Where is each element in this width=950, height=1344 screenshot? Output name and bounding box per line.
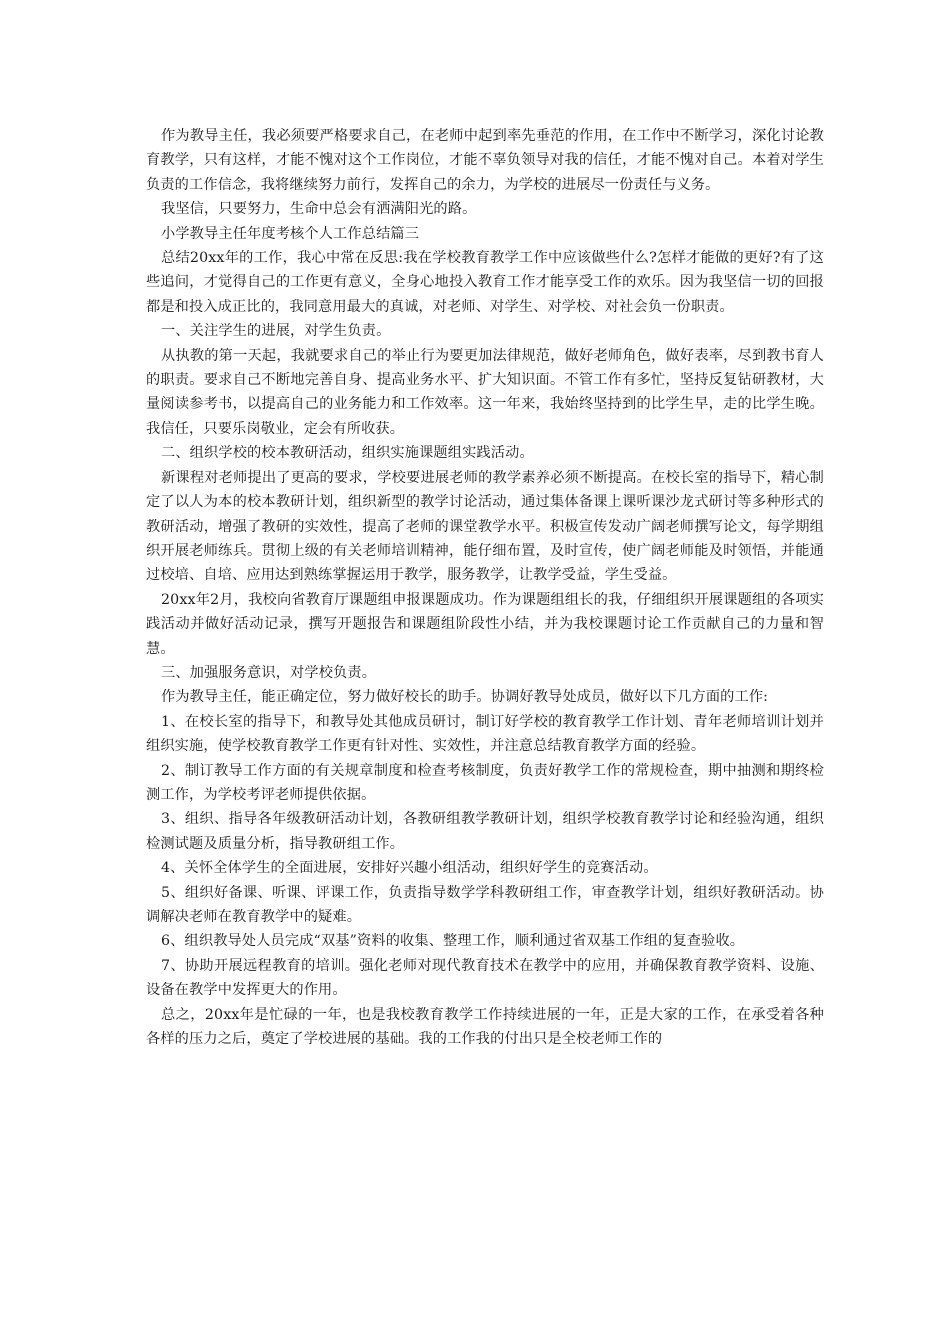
list-item: 5、组织好备课、听课、评课工作，负责指导数学学科教研组工作，审查教学计划，组织好教研活动。协调解决老师在教育教学中的疑难。 [146, 884, 824, 925]
list-item: 1、在校长室的指导下，和教导处其他成员研讨，制订好学校的教育教学工作计划、青年老师培训计划并组织实施，使学校教育教学工作更有针对性、实效性，并注意总结教育教学方面的经验。 [146, 713, 824, 755]
list-item: 7、协助开展远程教育的培训。强化老师对现代教育技术在教学中的应用，并确保教育教学资料、设施、设备在教学中发挥更大的作用。 [146, 957, 824, 999]
list-item: 6、组织教导处人员完成“双基”资料的收集、整理工作，顺利通过省双基工作组的复查验收。 [161, 933, 745, 950]
section-heading: 三、加强服务意识，对学校负责。 [161, 664, 377, 681]
list-item: 2、制订教导工作方面的有关规章制度和检查考核制度，负责好教学工作的常规检查，期中抽测和期终检测工作，为学校考评老师提供依据。 [146, 762, 824, 803]
paragraph: 我坚信，只要努力，生命中总会有洒满阳光的路。 [161, 201, 477, 218]
paragraph: 总之，20xx年是忙碌的一年，也是我校教育教学工作持续进展的一年，正是大家的工作，在承受着各种各样的压力之后，奠定了学校进展的基础。我的工作我的付出只是全校老师工作的 [146, 1006, 824, 1048]
section-heading: 二、组织学校的校本教研活动，组织实施课题组实践活动。 [161, 445, 534, 462]
paragraph: 20xx年2月，我校向省教育厅课题组申报课题成功。作为课题组组长的我，仔细组织开展课题组的各项实践活动并做好活动记录，撰写开题报告和课题组阶段性小结，并为我校课题讨论工作贡献自己的力量和智慧。 [146, 591, 824, 657]
paragraph: 新课程对老师提出了更高的要求，学校要进展老师的教学素养必须不断提高。在校长室的指导下，精心制定了以人为本的校本教研计划，组织新型的教学讨论活动，通过集体备课上课听课沙龙式研讨等多种形式的教研活动，增强了教研的实效性，提高了老师的课堂教学水平。积极宣传发动广阔老师撰写论文，每学期组织开展老师练兵。贯彻上级的有关老师培训精神，能仔细布置，及时宣传，使广阔老师能及时领悟，并能通过校培、自培、应用达到熟练掌握运用于教学，服务教学，让教学受益，学生受益。 [146, 469, 824, 584]
document-body [146, 124, 824, 1051]
list-item: 3、组织、指导各年级教研活动计划，各教研组教学教研计划，组织学校教育教学讨论和经验沟通，组织检测试题及质量分析，指导教研组工作。 [146, 811, 824, 852]
section-heading: 一、关注学生的进展，对学生负责。 [161, 323, 391, 340]
paragraph: 从执教的第一天起，我就要求自己的举止行为要更加法律规范，做好老师角色，做好表率，尽到教书育人的职责。要求自己不断地完善自身、提高业务水平、扩大知识面。不管工作有多忙，坚持反复钻研教材，大量阅读参考书，以提高自己的业务能力和工作效率。这一年来，我始终坚持到的比学生早，走的比学生晚。我信任，只要乐岗敬业，定会有所收获。 [146, 347, 824, 437]
paragraph: 总结20xx年的工作，我心中常在反思:我在学校教育教学工作中应该做些什么?怎样才能做的更好?有了这些追问，才觉得自己的工作更有意义，全身心地投入教育工作才能享受工作的欢乐。因为我坚信一切的回报都是和投入成正比的，我同意用最大的真诚，对老师、对学生、对学校、对社会负一份职责。 [146, 250, 824, 315]
paragraph: 作为教导主任，能正确定位，努力做好校长的助手。协调好教导处成员，做好以下几方面的工作: [161, 689, 769, 706]
section-title: 小学教导主任年度考核个人工作总结篇三 [161, 225, 420, 242]
paragraph: 作为教导主任，我必须要严格要求自己，在老师中起到率先垂范的作用，在工作中不断学习，深化讨论教育教学，只有这样，才能不愧对这个工作岗位，才能不辜负领导对我的信任，才能不愧对自己。本着对学生负责的工作信念，我将继续努力前行，发挥自己的余力，为学校的进展尽一份责任与义务。 [146, 128, 824, 193]
list-item: 4、关怀全体学生的全面进展，安排好兴趣小组活动，组织好学生的竞赛活动。 [161, 860, 658, 877]
